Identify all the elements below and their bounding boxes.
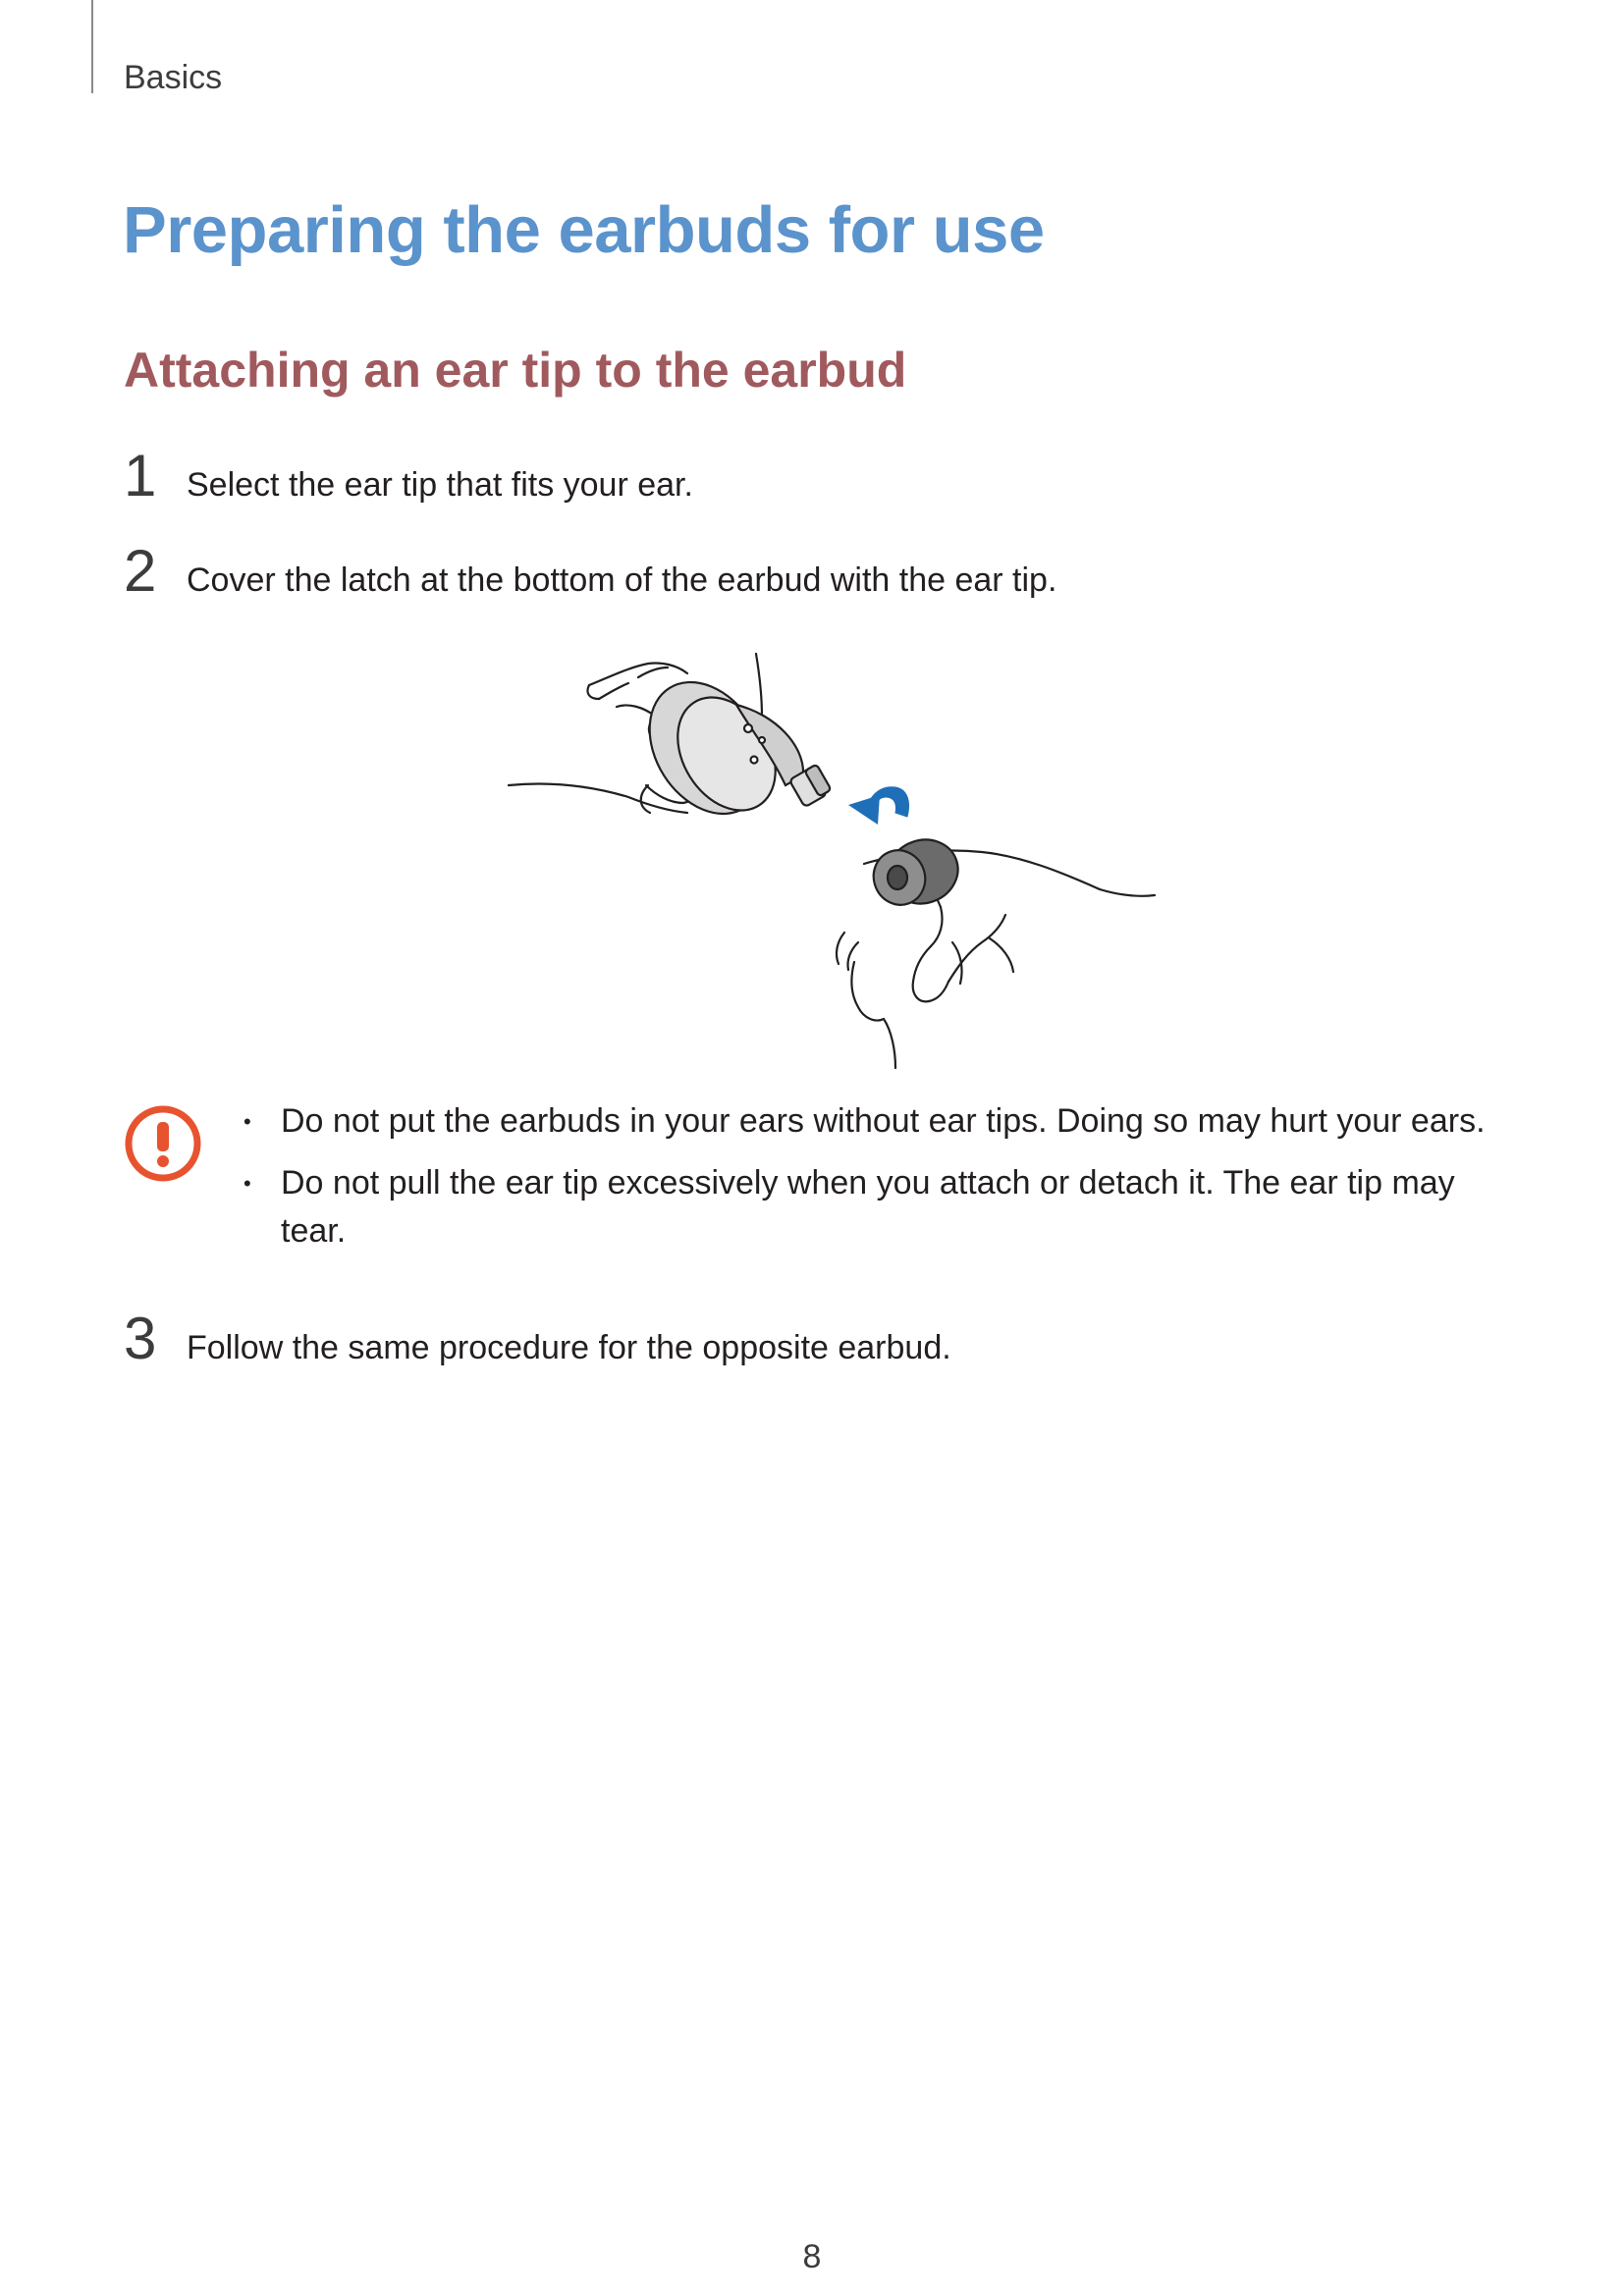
bullet-icon: • xyxy=(244,1171,251,1196)
step-number: 2 xyxy=(124,538,157,604)
step-text: Select the ear tip that fits your ear. xyxy=(187,466,693,504)
section-subtitle: Attaching an ear tip to the earbud xyxy=(124,343,907,398)
step-number: 3 xyxy=(124,1306,157,1371)
caution-item xyxy=(239,1159,1518,1255)
caution-icon xyxy=(124,1104,202,1183)
page-title: Preparing the earbuds for use xyxy=(123,193,1045,267)
step-text: Follow the same procedure for the opposite earbud. xyxy=(187,1329,951,1366)
step-number: 1 xyxy=(124,443,157,508)
caution-list xyxy=(239,1097,1515,1269)
section-label: Basics xyxy=(124,59,223,96)
step-3 xyxy=(124,1306,951,1371)
step-text: Cover the latch at the bottom of the earbud with the ear tip. xyxy=(187,561,1057,599)
caution-text: Do not put the earbuds in your ears without ear tips. Doing so may hurt your ears. xyxy=(281,1102,1486,1140)
caution-item xyxy=(239,1097,1515,1146)
earbud-illustration xyxy=(491,638,1159,1070)
caution-text: Do not pull the ear tip excessively when you attach or detach it. The ear tip may tear. xyxy=(281,1164,1455,1250)
bullet-icon: • xyxy=(244,1109,251,1134)
page-number: 8 xyxy=(802,2238,822,2275)
step-2 xyxy=(124,538,1057,604)
margin-rule xyxy=(91,0,93,93)
step-1 xyxy=(124,443,693,508)
